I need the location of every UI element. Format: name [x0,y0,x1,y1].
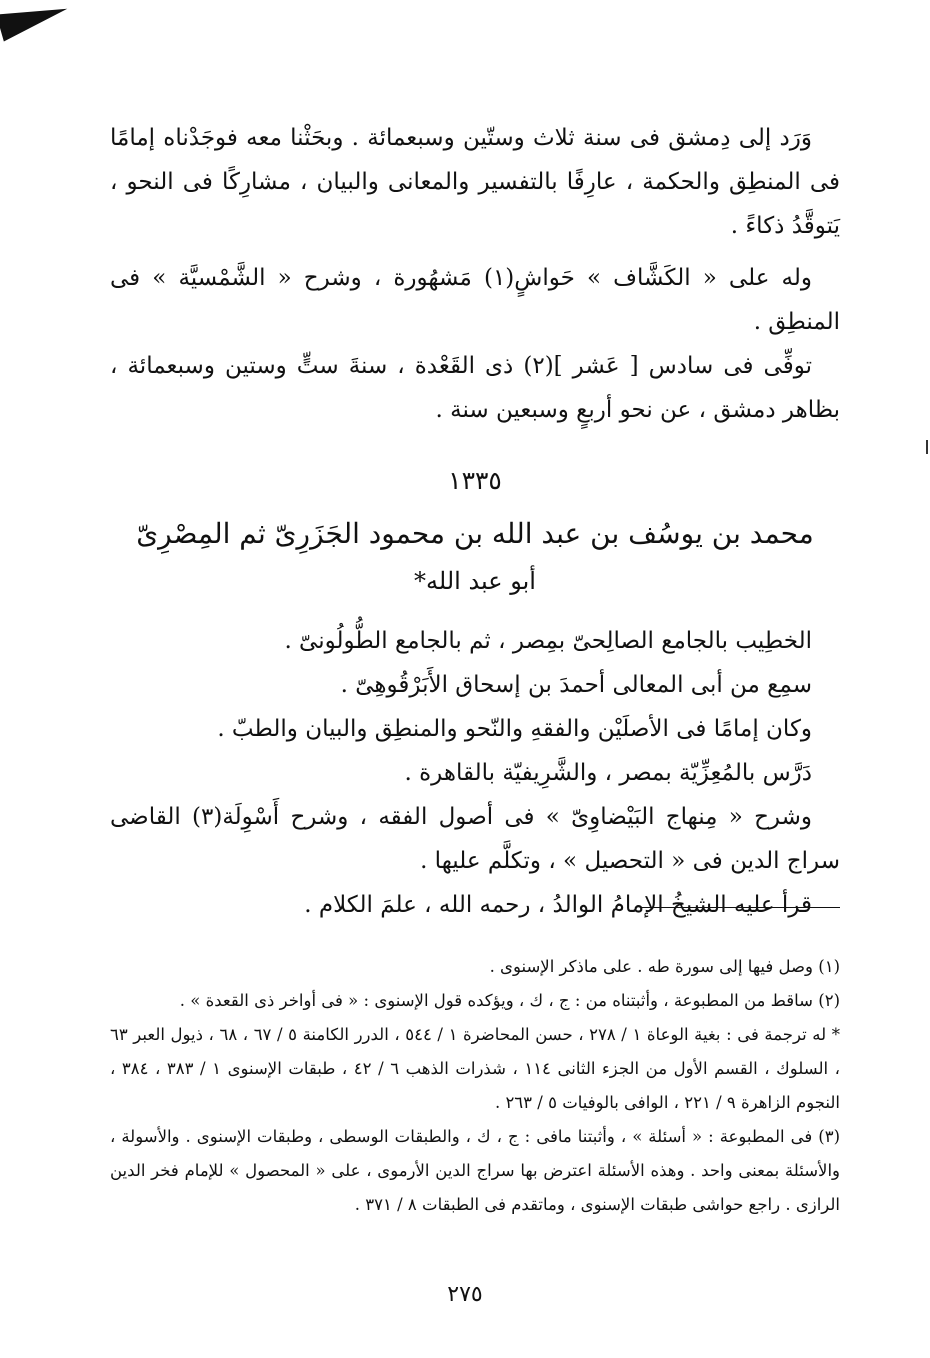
entry-line-imam: وكان إمامًا فى الأصلَيْن والفقهِ والنّحو والمنطِق والبيان والطبّ . [217,716,812,742]
entry-line-heard: سمِع من أبى المعالى أحمدَ بن إسحاق الأَبَرْقُوهِىّ . [340,672,812,698]
entry-line-khatib: الخطِيب بالجامع الصالِحىّ بمِصر ، ثم بالجامع الطُّولُونىّ . [284,628,812,654]
footnote-1: (١) وصل فيها إلى سورة طه . على ماذكر الإسنوى . [489,957,840,976]
paragraph-death: توفِّى فى سادس [ عَشر ](٢) ذى القَعْدة ، سنةَ ستٍّ وستين وسبعمائة ، بظاهر دمشق ، عن نحو أربعٍ وسبعين سنة . [110,353,840,423]
footnote-3: (٣) فى المطبوعة : « أسئلة » ، وأثبتنا مافى : ج ، ك ، والطبقات الوسطى ، وطبقات الإسنوى . والأسولة ، والأسئلة بمعنى واحد . وهذه الأسئلة اعترض بها سراج الدين الأرموى ، على « المحصول » للإمام فخر الدين الرازى . راجع حواشى طبقات الإسنوى ، وماتقدم فى الطبقات ٨ / ٣٧١ . [110,1127,840,1214]
paragraph-arrival: وَرَد إلى دِمشق فى سنة ثلاث وستّين وسبعمائة . وبحَثْنا معه فوجَدْناه إمامًا فى المنطِق والحكمة ، عارِفًا بالتفسير والمعانى والبيان ، مشارِكًا فى النحو ، يَتوقَّدُ ذكاءً . [110,125,840,239]
entry-line-student: قرأ عليه الشيخُ الإمامُ الوالدُ ، رحمه الله ، علمَ الكلام . [304,892,812,918]
entry-kunya: أبو عبد الله* [414,567,536,595]
entry-line-taught: دَرَّس بالمُعِزِّيّة بمصر ، والشَّرِيفيّة بالقاهرة . [404,760,812,786]
scan-corner-mark [0,0,71,41]
entry-number: ١٣٣٥ [448,466,502,495]
main-text [110,116,840,927]
footnote-2: (٢) ساقط من المطبوعة ، وأثبتناه من : ج ، ك ، ويؤكده قول الإسنوى : « فى أواخر ذى القعدة » . [179,991,840,1010]
entry-line-commentary: وشرح « مِنهاج البَيْضاوِىّ » فى أصول الفقه ، وشرح أَسْوِلَة(٣) القاضى سراج الدين فى « التحصيل » ، وتكلَّم عليها . [110,804,840,874]
page-number: ٢٧٥ [447,1282,483,1307]
entry-name: محمد بن يوسُف بن عبد الله بن محمود الجَزَرِىّ ثم المِصْرِىّ [136,517,814,550]
scan-edge-mark [926,440,928,454]
footnote-bio-sources: * له ترجمة فى : بغية الوعاة ١ / ٢٧٨ ، حسن المحاضرة ١ / ٥٤٤ ، الدرر الكامنة ٥ / ٦٧ ، ٦٨ ، ذيول العبر ٦٣ ، السلوك ، القسم الأول من الجزء الثانى ١١٤ ، شذرات الذهب ٦ / ٤٢ ، طبقات الإسنوى ١ / ٣٨٣ ، ٣٨٤ ، النجوم الزاهرة ٩ / ٢٢١ ، الوافى بالوفيات ٥ / ٢٦٣ . [110,1025,840,1112]
paragraph-works: وله على « الكَشَّاف » حَواشٍ(١) مَشهُورة ، وشرح « الشَّمْسيَّة » فى المنطِق . [110,265,840,335]
footnotes [110,950,840,1222]
footnote-divider [640,907,840,908]
